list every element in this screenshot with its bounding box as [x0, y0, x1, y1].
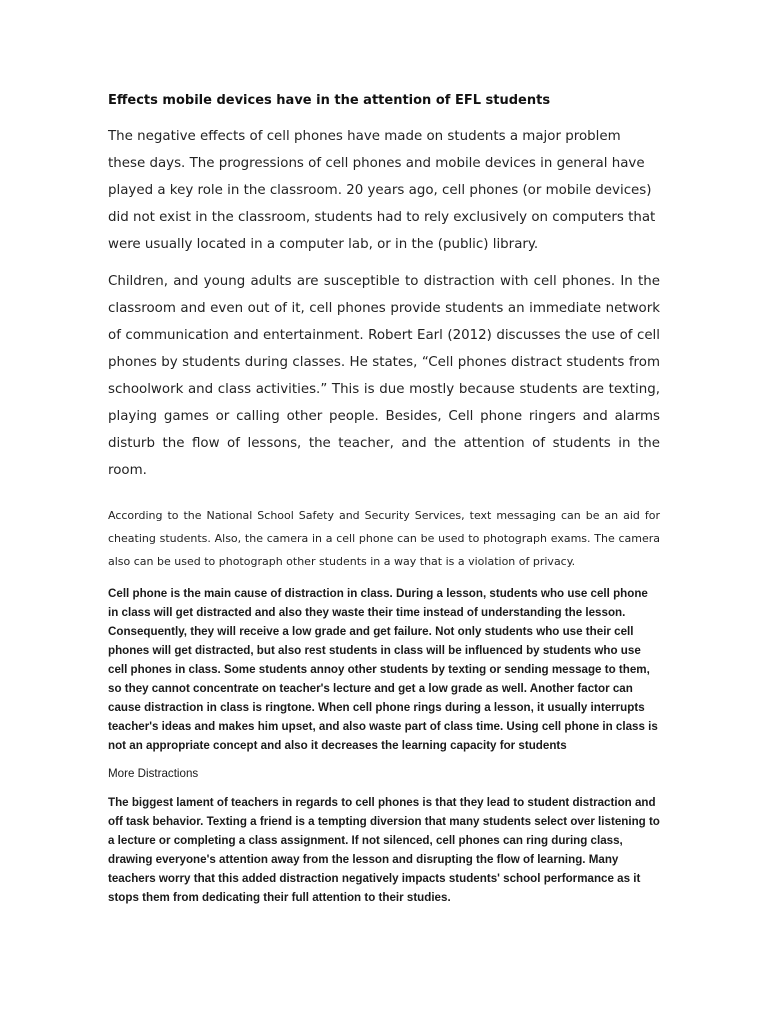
document-title: Effects mobile devices have in the attention of EFL students: [108, 93, 551, 108]
paragraph-cheating: According to the National School Safety and Security Services, text messaging can be an aid for cheating students. Also, the camera in a cell phone can be used to photograph exams. The camera also can be used to photograph other students in a way that is a violation of privacy.: [108, 509, 660, 568]
paragraph-intro: The negative effects of cell phones have made on students a major problem these days. The progressions of cell phones and mobile devices in general have played a key role in the classroom. 20 years ago, cell phones (or mobile devices) did not exist in the classroom, students had to rely exclusively on computers that were usually located in a computer lab, or in the (public) library.: [108, 129, 656, 252]
section-heading-more-distractions: More Distractions: [108, 767, 199, 780]
paragraph-teacher-lament: The biggest lament of teachers in regards to cell phones is that they lead to student distraction and off task behavior. Texting a friend is a tempting diversion that many students select over listening to a lecture or completing a class assignment. If not silenced, cell phones can ring during class, drawing everyone's attention away from the lesson and disrupting the flow of learning. Many teachers worry that this added distraction negatively impacts students' school performance as it stops them from dedicating their full attention to their studies.: [108, 796, 660, 904]
paragraph-distraction: Children, and young adults are susceptible to distraction with cell phones. In the classroom and even out of it, cell phones provide students an immediate network of communication and entertainment. Robert Earl (2012) discusses the use of cell phones by students during classes. He states, “Cell phones distract students from schoolwork and class activities.” This is due mostly because students are texting, playing games or calling other people. Besides, Cell phone ringers and alarms disturb the flow of lessons, the teacher, and the attention of students in the room.: [108, 274, 660, 478]
paragraph-main-cause: Cell phone is the main cause of distraction in class. During a lesson, students who use cell phone in class will get distracted and also they waste their time instead of understanding the lesson. Consequently, they will receive a low grade and get failure. Not only students who use their cell phones will get distracted, but also rest students in class will be influenced by students who use cell phones in class. Some students annoy other students by texting or sending message to them, so they cannot concentrate on teacher's lecture and get a low grade as well. Another factor can cause distraction in class is ringtone. When cell phone rings during a lesson, it usually interrupts teacher's ideas and makes him upset, and also waste part of class time. Using cell phone in class is not an appropriate concept and also it decreases the learning capacity for students: [108, 587, 658, 752]
